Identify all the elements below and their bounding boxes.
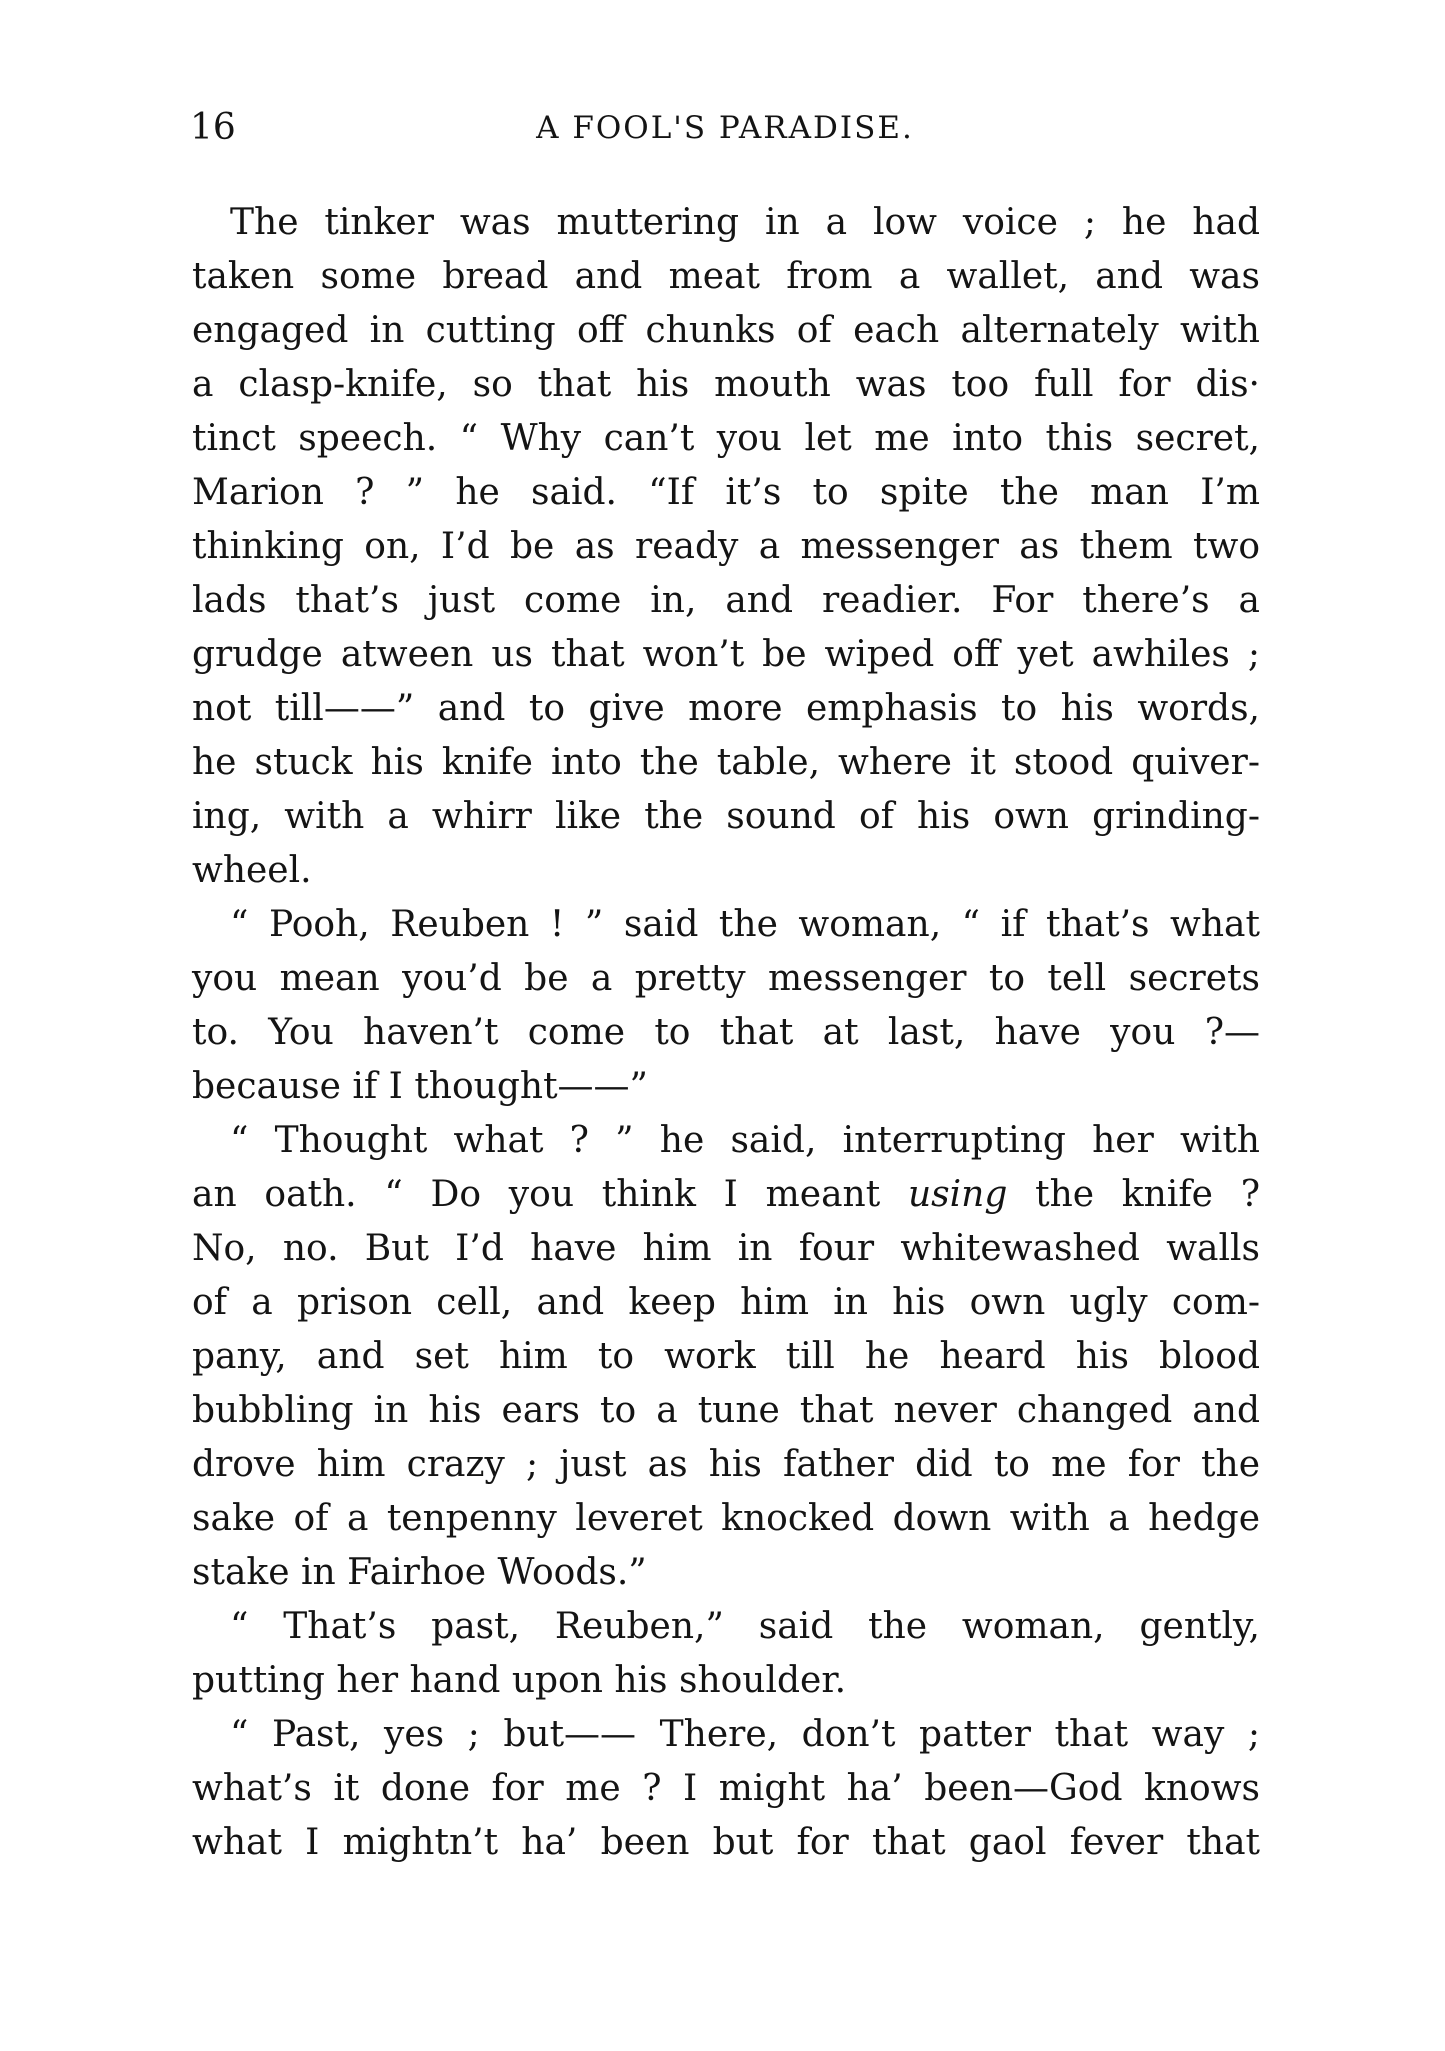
italic-word: using — [907, 1174, 1008, 1215]
text-line: grudge atween us that won’t be wiped off yet awhiles ; — [192, 634, 1260, 675]
running-title: A FOOL'S PARADISE. — [536, 110, 914, 146]
text-line: thinking on, I’d be as ready a messenger as them two — [192, 526, 1260, 567]
text-line: an oath. “ Do you think I meant using the knife ? — [192, 1174, 1261, 1215]
text-line: taken some bread and meat from a wallet, and was — [192, 256, 1260, 297]
text-line: “ Past, yes ; but—— There, don’t patter that way ; — [230, 1714, 1260, 1755]
text-line: he stuck his knife into the table, where it stood quiver- — [192, 742, 1260, 783]
text-line: putting her hand upon his shoulder. — [192, 1660, 847, 1701]
text-line: No, no. But I’d have him in four whitewashed walls — [192, 1228, 1260, 1269]
page-number: 16 — [190, 107, 236, 148]
text-line: wheel. — [192, 850, 312, 891]
text-line: “ Thought what ? ” he said, interrupting her with — [230, 1120, 1260, 1161]
text-line: of a prison cell, and keep him in his own ugly com- — [192, 1282, 1260, 1323]
text-line: what I mightn’t ha’ been but for that gaol fever that — [192, 1822, 1260, 1863]
text-line: sake of a tenpenny leveret knocked down with a hedge — [192, 1498, 1260, 1539]
text-line: drove him crazy ; just as his father did to me for the — [192, 1444, 1260, 1485]
text-line: bubbling in his ears to a tune that never changed and — [192, 1390, 1260, 1431]
body-text — [192, 196, 1260, 1870]
text-line: pany, and set him to work till he heard his blood — [192, 1336, 1260, 1377]
text-line: engaged in cutting off chunks of each alternately with — [192, 310, 1260, 351]
text-line: you mean you’d be a pretty messenger to tell secrets — [192, 958, 1260, 999]
text-line: “ That’s past, Reuben,” said the woman, gently, — [230, 1606, 1260, 1647]
text-line: ing, with a whirr like the sound of his own grinding- — [192, 796, 1260, 837]
text-line: because if I thought——” — [192, 1066, 648, 1107]
text-line: a clasp-knife, so that his mouth was too full for dis· — [192, 364, 1260, 405]
text-line: to. You haven’t come to that at last, have you ?— — [192, 1012, 1260, 1053]
text-line: The tinker was muttering in a low voice ; he had — [230, 202, 1260, 243]
text-line: tinct speech. “ Why can’t you let me into this secret, — [192, 418, 1260, 459]
text-line: “ Pooh, Reuben ! ” said the woman, “ if that’s what — [230, 904, 1260, 945]
text-line: Marion ? ” he said. “If it’s to spite the man I’m — [192, 472, 1260, 513]
running-head — [190, 98, 1260, 158]
text-line: lads that’s just come in, and readier. For there’s a — [192, 580, 1260, 621]
text-line: stake in Fairhoe Woods.” — [192, 1552, 647, 1593]
text-line: not till——” and to give more emphasis to his words, — [192, 688, 1260, 729]
text-line: what’s it done for me ? I might ha’ been—God knows — [192, 1768, 1260, 1809]
